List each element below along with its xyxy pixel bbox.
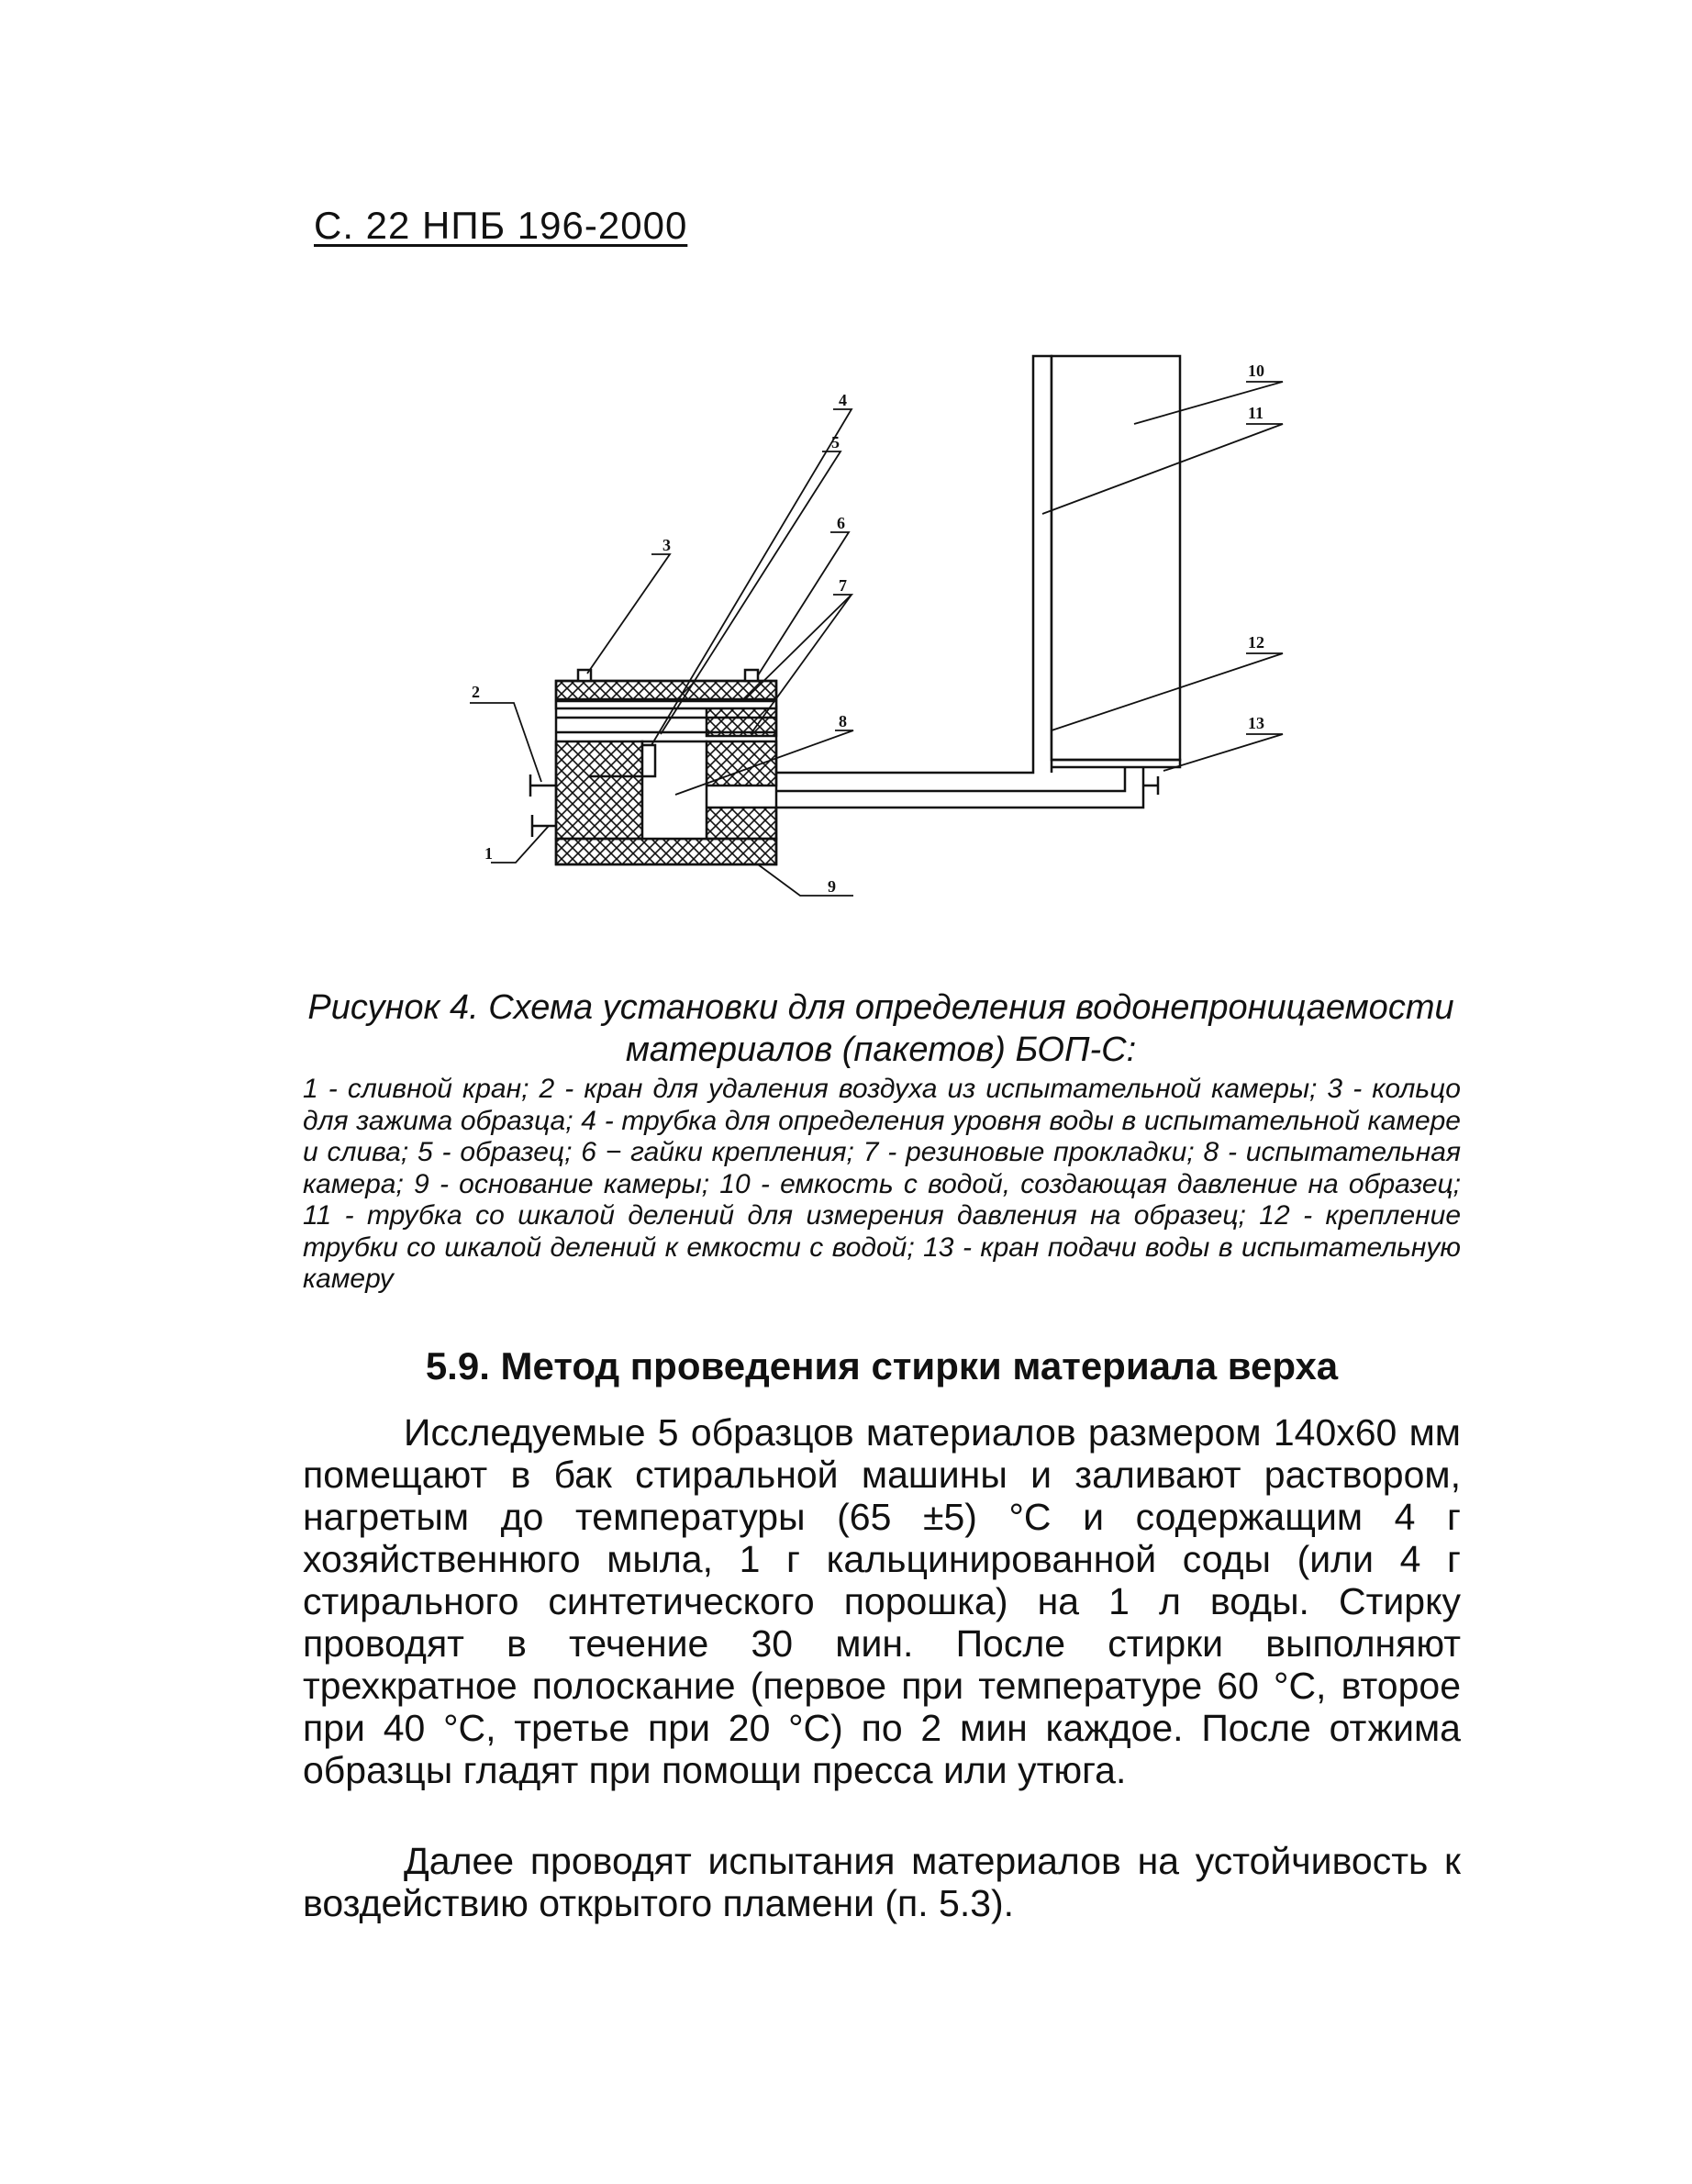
- paragraph-text: Далее проводят испытания материалов на устойчивость к воздействию открытого пламени (п. 5.3).: [303, 1840, 1461, 1924]
- label-13: 13: [1248, 714, 1264, 732]
- chamber-base: [556, 839, 776, 864]
- label-7: 7: [839, 576, 847, 595]
- chamber-left-wall: [556, 741, 642, 839]
- label-9: 9: [828, 877, 836, 896]
- figure-legend: 1 - сливной кран; 2 - кран для удаления воздуха из испытательной камеры; 3 - кольцо для зажима образца; 4 - трубка для определения уровня воды в испытательной камере и слива; 5 - образец; 6 − гайки крепления; 7 - резиновые прокладки; 8 - испытательная камера; 9 - основание камеры; 10 - емкость с водой, создающая давление на образец; 11 - трубка со шкалой делений для измерения давления на образец; 12 - крепление трубки со шкалой делений к емкости с водой; 13 - кран подачи воды в испытательную камеру: [303, 1074, 1461, 1294]
- label-5: 5: [831, 433, 840, 451]
- label-6: 6: [837, 514, 845, 532]
- label-8: 8: [839, 712, 847, 730]
- page-header: С. 22 НПБ 196-2000: [314, 204, 688, 247]
- test-cavity: [642, 741, 707, 839]
- label-11: 11: [1248, 404, 1264, 422]
- figure-caption-title: Рисунок 4. Схема установки для определения водонепроницаемости материалов (пакетов) БОП-С:: [307, 988, 1454, 1069]
- label-1: 1: [484, 844, 493, 863]
- fixing-nut: [745, 670, 758, 681]
- body-paragraph-1: [303, 1411, 1461, 1791]
- body-paragraph-2: [303, 1840, 1461, 1924]
- label-12: 12: [1248, 633, 1264, 652]
- label-10: 10: [1248, 362, 1264, 380]
- chamber-right-wall-bottom: [707, 808, 776, 839]
- label-4: 4: [839, 391, 847, 409]
- supply-tap: [1143, 776, 1158, 795]
- air-release-tap: [530, 774, 556, 797]
- section-heading: 5.9. Метод проведения стирки материала верха: [425, 1344, 1339, 1387]
- apparatus-diagram: [0, 0, 1692, 936]
- sample-layer: [556, 701, 776, 708]
- label-3: 3: [662, 536, 671, 554]
- drain-tap: [532, 815, 556, 837]
- label-2: 2: [472, 683, 480, 701]
- paragraph-text: Исследуемые 5 образцов материалов размером 140х60 мм помещают в бак стиральной машины и заливают раствором, нагретым до температуры (65 ±5) °С и содержащим 4 г хозяйственнюго мыла, 1 г кальцинированной соды (или 4 г стирального синтетического порошка) на 1 л воды. Стирку проводят в течение 30 мин. После стирки выполняют трехкратное полоскание (первое при температуре 60 °С, второе при 40 °С, третье при 20 °С) по 2 мин каждое. После отжима образцы гладят при помощи пресса или утюга.: [303, 1411, 1461, 1791]
- chamber-top-plate: [556, 681, 776, 699]
